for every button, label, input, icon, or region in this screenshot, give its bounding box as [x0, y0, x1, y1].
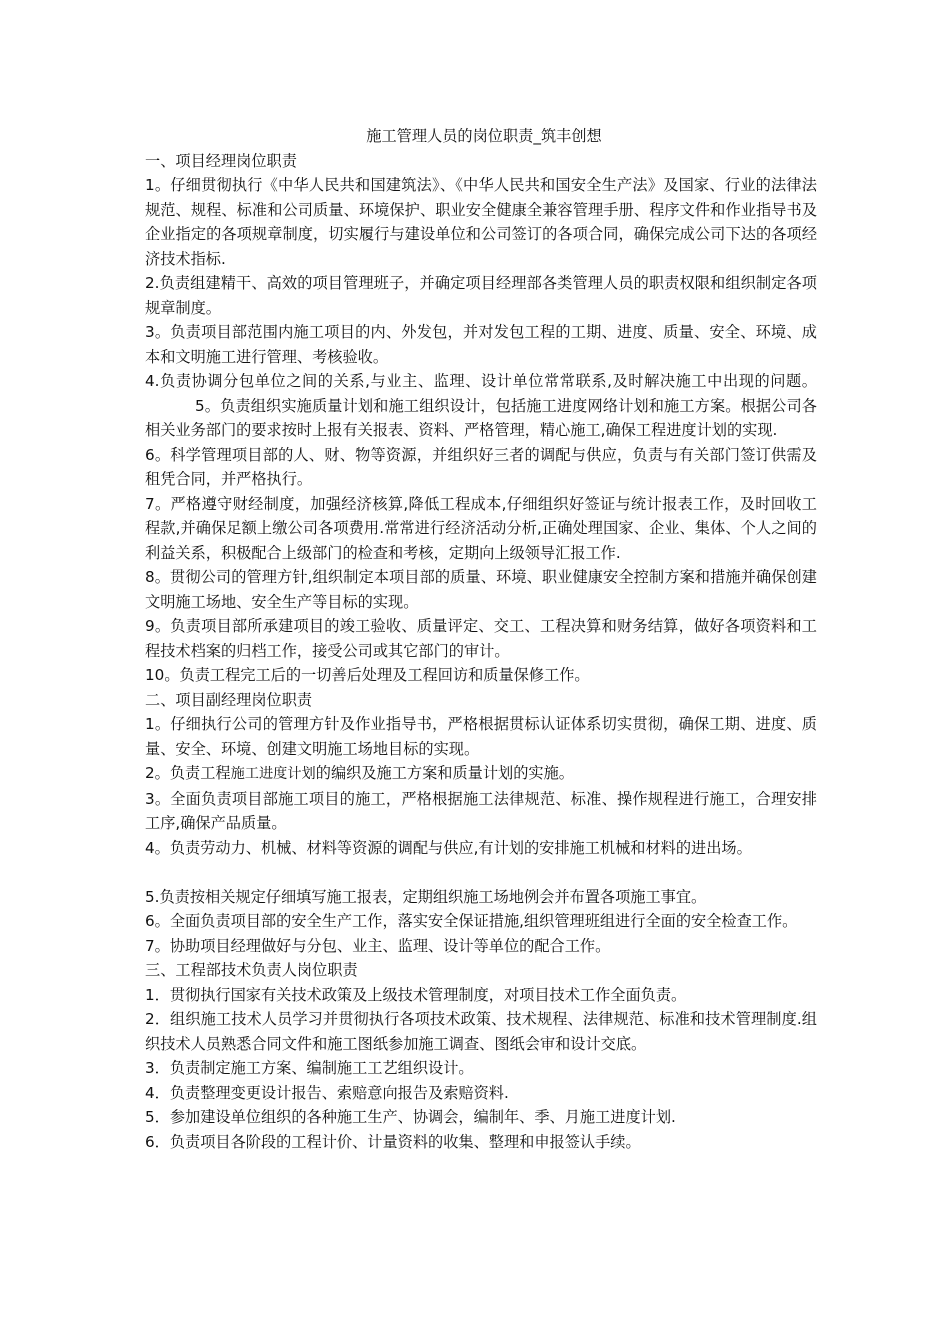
blank-line [145, 860, 817, 885]
paragraph [145, 369, 817, 443]
paragraph [145, 761, 817, 787]
paragraph: 3。全面负责项目部施工项目的施工，严格根据施工法律规范、标准、操作规程进行施工，合理安排工序,确保产品质量。 [145, 789, 817, 832]
paragraph-text: 2。负责工程 [145, 764, 231, 782]
paragraph: 4．负责整理变更设计报告、索赔意向报告及索赔资料. [145, 1083, 509, 1102]
paragraph-text: 的编织及施工方案和质量计划的实施。 [315, 764, 574, 782]
paragraph: 2．组织施工技术人员学习并贯彻执行各项技术政策、技术规程、法律规范、标准和技术管理制度.组织技术人员熟悉合同文件和施工图纸参加施工调查、图纸会审和设计交底。 [145, 1010, 817, 1053]
paragraph: 7。严格遵守财经制度，加强经济核算,降低工程成本,仔细组织好签证与统计报表工作，及时回收工程款,并确保足额上缴公司各项费用.常常进行经济活动分析,正确处理国家、企业、集体、个人之间的利益关系，积极配合上级部门的检查和考核，定期向上级领导汇报工作. [145, 494, 817, 562]
paragraph: 5.负责按相关规定仔细填写施工报表，定期组织施工场地例会并布置各项施工事宜。 [145, 887, 707, 906]
paragraph: 1。仔细贯彻执行《中华人民共和国建筑法》、《中华人民共和国安全生产法》及国家、行业的法律法规范、规程、标准和公司质量、环境保护、职业安全健康全兼容管理手册、程序文件和作业指导书及企业指定的各项规章制度，切实履行与建设单位和公司签订的各项合同，确保完成公司下达的各项经济技术指标. [145, 176, 817, 268]
paragraph: 5．参加建设单位组织的各种施工生产、协调会，编制年、季、月施工进度计划. [145, 1108, 676, 1126]
highlighted-term: 施工进度计划 [230, 766, 316, 782]
paragraph: 4。负责劳动力、机械、材料等资源的调配与供应,有计划的安排施工机械和材料的进出场。 [145, 838, 752, 857]
section-heading: 一、项目经理岗位职责 [145, 151, 297, 170]
document-title: 施工管理人员的岗位职责_筑丰创想 [366, 127, 602, 145]
document-body [145, 124, 817, 1154]
paragraph: 1。仔细执行公司的管理方针及作业指导书，严格根据贯标认证体系切实贯彻，确保工期、进度、质量、安全、环境、创建文明施工场地目标的实现。 [145, 715, 817, 758]
section-heading: 三、工程部技术负责人岗位职责 [145, 961, 358, 979]
paragraph: 3．负责制定施工方案、编制施工工艺组织设计。 [145, 1059, 474, 1077]
section-heading: 二、项目副经理岗位职责 [145, 690, 313, 709]
paragraph: 8。贯彻公司的管理方针,组织制定本项目部的质量、环境、职业健康安全控制方案和措施并确保创建文明施工场地、安全生产等目标的实现。 [145, 568, 817, 611]
paragraph: 3。负责项目部范围内施工项目的内、外发包，并对发包工程的工期、进度、质量、安全、环境、成本和文明施工进行管理、考核验收。 [145, 323, 817, 366]
paragraph-text: 5。负责组织实施质量计划和施工组织设计，包括施工进度网络计划和施工方案。根据公司各相关业务部门的要求按时上报有关报表、资料、严格管理，精心施工,确保工程进度计划的实现. [145, 396, 817, 439]
paragraph: 1．贯彻执行国家有关技术政策及上级技术管理制度，对项目技术工作全面负责。 [145, 985, 687, 1004]
paragraph: 6。科学管理项目部的人、财、物等资源，并组织好三者的调配与供应，负责与有关部门签订供需及租凭合同，并严格执行。 [145, 445, 817, 488]
paragraph-text: 4.负责协调分包单位之间的关系,与业主、监理、设计单位常常联系,及时解决施工中出现的问题。 [145, 372, 817, 390]
paragraph: 10。负责工程完工后的一切善后处理及工程回访和质量保修工作。 [145, 666, 590, 684]
paragraph: 7。协助项目经理做好与分包、业主、监理、设计等单位的配合工作。 [145, 936, 611, 955]
paragraph: 6。全面负责项目部的安全生产工作，落实安全保证措施,组织管理班组进行全面的安全检查工作。 [145, 912, 798, 930]
paragraph: 2.负责组建精干、高效的项目管理班子，并确定项目经理部各类管理人员的职责权限和组织制定各项规章制度。 [145, 274, 817, 317]
paragraph: 6．负责项目各阶段的工程计价、计量资料的收集、整理和申报签认手续。 [145, 1132, 641, 1151]
paragraph: 9。负责项目部所承建项目的竣工验收、质量评定、交工、工程决算和财务结算，做好各项资料和工程技术档案的归档工作，接受公司或其它部门的审计。 [145, 617, 817, 660]
